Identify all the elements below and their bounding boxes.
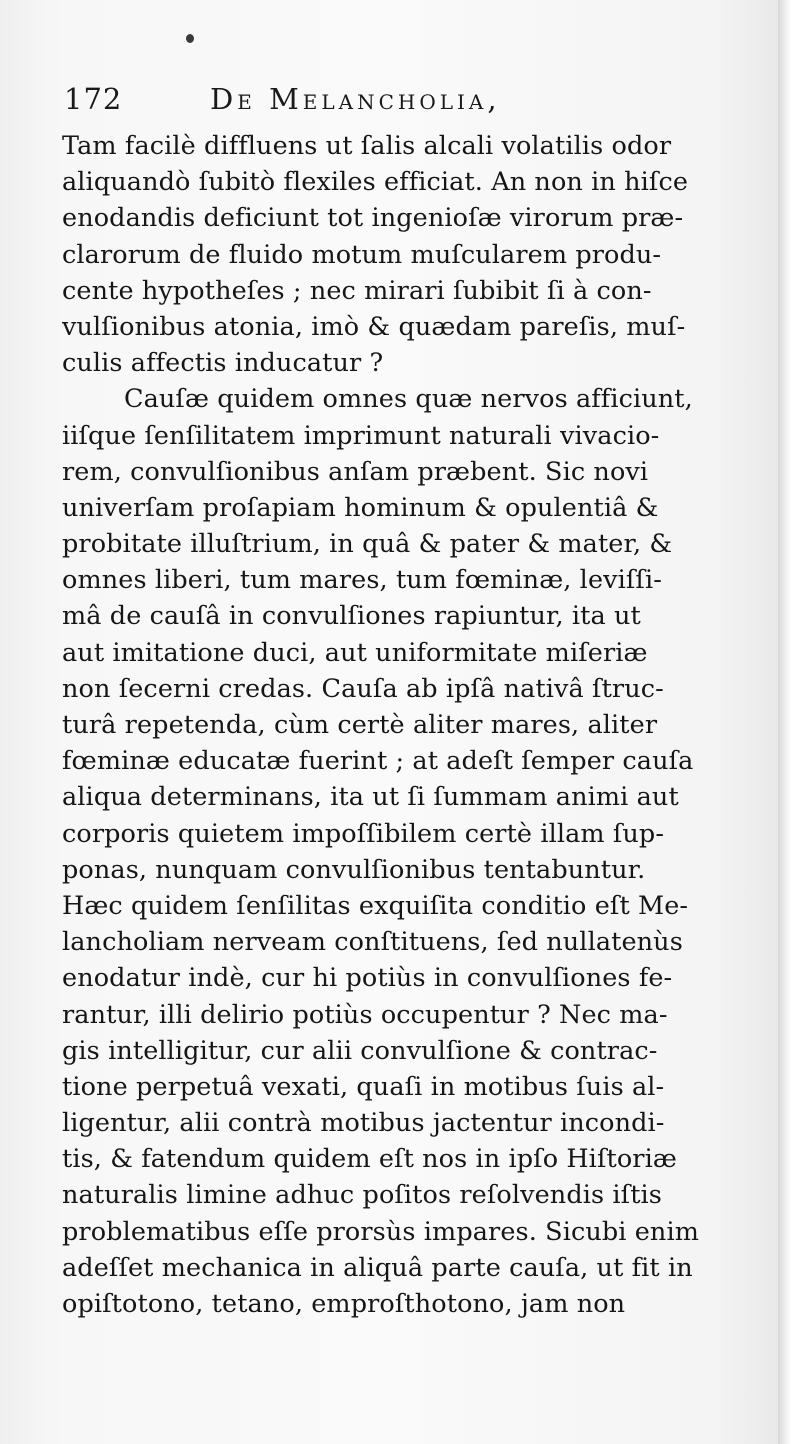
text-line: culis affectis inducatur ?: [62, 348, 384, 379]
text-line: clarorum de fluido motum muſcularem produ-: [62, 239, 662, 270]
text-line: mâ de cauſâ in convulſiones rapiuntur, ita ut: [62, 601, 641, 632]
text-line: lancholiam nerveam conſtituens, ſed nullatenùs: [62, 927, 683, 958]
text-line: aliqua determinans, ita ut ſi ſummam animi aut: [62, 782, 679, 813]
text-line: Tam facilè diffluens ut ſalis alcali volatilis odor: [62, 131, 672, 161]
text-line: fœminæ educatæ fuerint ; at adeſt ſemper cauſa: [62, 746, 694, 777]
text-line: opiſtotono, tetano, emproſthotono, jam non: [62, 1289, 626, 1319]
page-number: 172: [64, 82, 123, 116]
text-line: non ſecerni credas. Cauſa ab ipſâ nativâ ſtruc-: [62, 673, 664, 704]
body-text: [62, 128, 770, 1322]
text-line: iiſque ſenſilitatem imprimunt naturali vivacio-: [62, 420, 660, 451]
page-header: [64, 82, 764, 124]
text-line: rem, convulſionibus anſam præbent. Sic novi: [62, 456, 649, 487]
text-line: omnes liberi, tum mares, tum fœminæ, leviſſi-: [62, 565, 662, 596]
text-line: rantur, illi delirio potiùs occupentur ? Nec ma-: [62, 999, 668, 1030]
text-line: ligentur, alii contrà motibus jactentur incondi-: [62, 1108, 665, 1139]
text-line: tis, & fatendum quidem eſt nos in ipſo Hiſtoriæ: [62, 1144, 677, 1175]
text-line: turâ repetenda, cùm certè aliter mares, aliter: [62, 710, 658, 740]
text-line: probitate illuſtrium, in quâ & pater & mater, &: [62, 529, 673, 560]
text-line: ponas, nunquam convulſionibus tentabuntur.: [62, 854, 646, 885]
text-line: vulſionibus atonia, imò & quædam pareſis, muſ-: [62, 311, 686, 342]
text-line: corporis quietem impoſſibilem certè illam ſup-: [62, 818, 665, 849]
ink-spot: [186, 34, 194, 43]
text-line: gis intelligitur, cur alii convulſione & contrac-: [62, 1035, 658, 1066]
text-line: enodandis deficiunt tot ingenioſæ virorum præ-: [62, 203, 684, 234]
running-head: De Melancholia,: [210, 82, 501, 116]
paragraph-start-line: Cauſæ quidem omnes quæ nervos afficiunt,: [124, 384, 693, 415]
text-line: enodatur indè, cur hi potiùs in convulſiones fe-: [62, 963, 673, 994]
text-line: univerſam proſapiam hominum & opulentiâ &: [62, 492, 659, 523]
text-line: aut imitatione duci, aut uniformitate miſeriæ: [62, 637, 648, 668]
text-line: problematibus eſſe prorsùs impares. Sicubi enim: [62, 1216, 699, 1247]
text-line: aliquandò ſubitò flexiles efficiat. An non in hiſce: [62, 167, 689, 198]
page-edge: [778, 0, 800, 1444]
text-line: Hæc quidem ſenſilitas exquiſita conditio eſt Me-: [62, 890, 689, 921]
text-line: tione perpetuâ vexati, quaſi in motibus ſuis al-: [62, 1071, 665, 1102]
text-line: adeſſet mechanica in aliquâ parte cauſa, ut fit in: [62, 1252, 693, 1283]
text-line: cente hypotheſes ; nec mirari ſubibit ſi à con-: [62, 275, 652, 306]
text-line: naturalis limine adhuc poſitos reſolvendis iſtis: [62, 1180, 662, 1211]
